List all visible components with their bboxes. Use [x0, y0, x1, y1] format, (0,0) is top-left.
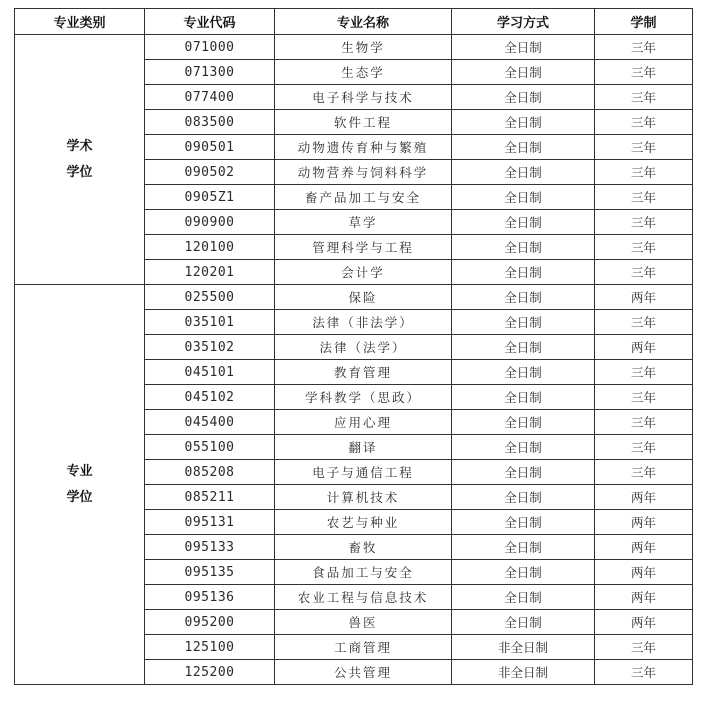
study-mode-cell-text: 全日制 [504, 240, 542, 255]
major-code-cell-text: 0905Z1 [184, 189, 235, 205]
major-name-cell-text: 会计学 [341, 265, 385, 280]
major-code-cell-text: 090501 [184, 139, 235, 155]
category-label-line2: 学位 [66, 164, 93, 180]
study-mode-cell [452, 485, 595, 510]
duration-cell [595, 585, 693, 610]
duration-cell [595, 535, 693, 560]
major-code-cell-text: 035101 [184, 314, 235, 330]
duration-cell [595, 560, 693, 585]
study-mode-cell [452, 610, 595, 635]
major-name-cell [275, 360, 452, 385]
study-mode-cell [452, 110, 595, 135]
duration-cell [595, 435, 693, 460]
major-name-cell [275, 435, 452, 460]
major-name-cell-text: 电子科学与技术 [312, 90, 414, 105]
duration-cell [595, 160, 693, 185]
study-mode-cell [452, 85, 595, 110]
major-code-cell-text: 090502 [184, 164, 235, 180]
duration-cell [595, 235, 693, 260]
major-name-cell [275, 560, 452, 585]
major-name-cell-text: 农业工程与信息技术 [297, 590, 429, 605]
major-name-cell-text: 生物学 [341, 40, 385, 55]
major-code-cell-text: 045101 [184, 364, 235, 380]
duration-cell [595, 660, 693, 685]
major-code-cell-text: 095131 [184, 514, 235, 530]
duration-cell-text: 三年 [630, 265, 656, 280]
duration-cell-text: 三年 [630, 165, 656, 180]
category-label-line2: 学位 [66, 489, 93, 505]
major-name-cell-text: 农艺与种业 [326, 515, 400, 530]
major-code-cell-text: 045400 [184, 414, 235, 430]
duration-cell [595, 185, 693, 210]
major-name-cell-text: 兽医 [348, 615, 378, 630]
duration-cell-text: 三年 [630, 315, 656, 330]
major-name-cell-text: 草学 [348, 215, 378, 230]
major-code-cell [145, 210, 275, 235]
major-name-cell-text: 法律（非法学） [312, 315, 414, 330]
study-mode-cell [452, 135, 595, 160]
study-mode-cell [452, 35, 595, 60]
duration-cell-text: 三年 [630, 65, 656, 80]
study-mode-cell-text: 全日制 [504, 465, 542, 480]
duration-cell-text: 两年 [630, 490, 656, 505]
major-code-cell [145, 410, 275, 435]
study-mode-cell-text: 全日制 [504, 390, 542, 405]
study-mode-cell [452, 635, 595, 660]
study-mode-cell-text: 全日制 [504, 365, 542, 380]
duration-cell-text: 三年 [630, 415, 656, 430]
table-row [15, 285, 693, 310]
major-code-cell [145, 510, 275, 535]
study-mode-cell-text: 全日制 [504, 515, 542, 530]
category-label-line1: 专业 [66, 463, 93, 479]
study-mode-cell [452, 310, 595, 335]
study-mode-cell [452, 410, 595, 435]
study-mode-cell-text: 全日制 [504, 265, 542, 280]
major-name-cell [275, 210, 452, 235]
duration-cell-text: 三年 [630, 215, 656, 230]
study-mode-cell [452, 435, 595, 460]
duration-cell-text: 三年 [630, 465, 656, 480]
major-name-cell [275, 135, 452, 160]
duration-cell-text: 三年 [630, 115, 656, 130]
major-name-cell [275, 60, 452, 85]
major-code-cell [145, 310, 275, 335]
major-name-cell [275, 285, 452, 310]
major-code-cell-text: 045102 [184, 389, 235, 405]
major-code-cell [145, 535, 275, 560]
major-name-cell [275, 310, 452, 335]
major-name-cell-text: 动物营养与饲料科学 [297, 165, 429, 180]
duration-cell [595, 285, 693, 310]
major-name-cell-text: 畜产品加工与安全 [304, 190, 421, 205]
study-mode-cell [452, 560, 595, 585]
study-mode-cell [452, 160, 595, 185]
category-label-line1: 学术 [66, 138, 93, 154]
major-name-cell [275, 610, 452, 635]
duration-cell-text: 三年 [630, 365, 656, 380]
major-name-cell [275, 185, 452, 210]
duration-cell-text: 两年 [630, 615, 656, 630]
study-mode-cell-text: 全日制 [504, 565, 542, 580]
major-code-cell [145, 335, 275, 360]
table-body [15, 35, 693, 685]
duration-cell-text: 三年 [630, 640, 656, 655]
major-code-cell [145, 610, 275, 635]
study-mode-cell-text: 全日制 [504, 490, 542, 505]
major-name-cell [275, 235, 452, 260]
duration-cell [595, 360, 693, 385]
major-name-cell [275, 410, 452, 435]
duration-cell-text: 三年 [630, 140, 656, 155]
header-name: 专业名称 [275, 9, 452, 35]
duration-cell [595, 135, 693, 160]
programs-table [14, 8, 693, 685]
study-mode-cell-text: 全日制 [504, 90, 542, 105]
major-name-cell [275, 160, 452, 185]
duration-cell-text: 三年 [630, 440, 656, 455]
study-mode-cell [452, 185, 595, 210]
study-mode-cell-text: 全日制 [504, 415, 542, 430]
major-code-cell-text: 095135 [184, 564, 235, 580]
duration-cell [595, 610, 693, 635]
major-code-cell-text: 071000 [184, 39, 235, 55]
header-category: 专业类别 [15, 9, 145, 35]
study-mode-cell-text: 全日制 [504, 115, 542, 130]
study-mode-cell [452, 360, 595, 385]
study-mode-cell-text: 全日制 [504, 190, 542, 205]
major-code-cell-text: 095136 [184, 589, 235, 605]
duration-cell-text: 两年 [630, 515, 656, 530]
major-code-cell [145, 485, 275, 510]
major-code-cell [145, 185, 275, 210]
major-name-cell [275, 585, 452, 610]
major-code-cell-text: 120201 [184, 264, 235, 280]
duration-cell-text: 三年 [630, 190, 656, 205]
duration-cell [595, 260, 693, 285]
study-mode-cell-text: 全日制 [504, 440, 542, 455]
duration-cell-text: 两年 [630, 290, 656, 305]
major-name-cell-text: 教育管理 [333, 365, 392, 380]
study-mode-cell-text: 全日制 [504, 215, 542, 230]
header-row [15, 9, 693, 35]
major-code-cell [145, 285, 275, 310]
major-name-cell [275, 635, 452, 660]
study-mode-cell-text: 非全日制 [497, 665, 548, 680]
study-mode-cell-text: 全日制 [504, 590, 542, 605]
major-name-cell-text: 工商管理 [333, 640, 392, 655]
study-mode-cell [452, 510, 595, 535]
major-name-cell-text: 学科教学（思政） [304, 390, 421, 405]
duration-cell [595, 410, 693, 435]
duration-cell [595, 635, 693, 660]
study-mode-cell [452, 210, 595, 235]
major-name-cell [275, 85, 452, 110]
major-code-cell [145, 260, 275, 285]
study-mode-cell [452, 260, 595, 285]
duration-cell [595, 110, 693, 135]
duration-cell-text: 两年 [630, 340, 656, 355]
major-name-cell [275, 260, 452, 285]
duration-cell [595, 385, 693, 410]
duration-cell [595, 35, 693, 60]
duration-cell [595, 210, 693, 235]
major-code-cell-text: 085208 [184, 464, 235, 480]
study-mode-cell-text: 非全日制 [497, 640, 548, 655]
duration-cell-text: 两年 [630, 540, 656, 555]
major-code-cell-text: 095133 [184, 539, 235, 555]
study-mode-cell-text: 全日制 [504, 140, 542, 155]
category-cell [15, 285, 145, 685]
duration-cell-text: 三年 [630, 665, 656, 680]
major-code-cell-text: 085211 [184, 489, 235, 505]
major-code-cell [145, 35, 275, 60]
major-name-cell [275, 110, 452, 135]
major-name-cell [275, 385, 452, 410]
study-mode-cell-text: 全日制 [504, 340, 542, 355]
major-name-cell [275, 535, 452, 560]
duration-cell [595, 510, 693, 535]
major-name-cell-text: 翻译 [348, 440, 378, 455]
major-code-cell [145, 85, 275, 110]
major-code-cell [145, 635, 275, 660]
table-row [15, 35, 693, 60]
study-mode-cell [452, 235, 595, 260]
study-mode-cell-text: 全日制 [504, 65, 542, 80]
major-code-cell-text: 090900 [184, 214, 235, 230]
major-name-cell [275, 485, 452, 510]
duration-cell [595, 85, 693, 110]
category-cell [15, 35, 145, 285]
study-mode-cell-text: 全日制 [504, 290, 542, 305]
duration-cell-text: 三年 [630, 90, 656, 105]
major-code-cell-text: 125100 [184, 639, 235, 655]
study-mode-cell-text: 全日制 [504, 165, 542, 180]
major-name-cell-text: 电子与通信工程 [312, 465, 414, 480]
duration-cell [595, 310, 693, 335]
major-name-cell-text: 畜牧 [348, 540, 378, 555]
duration-cell [595, 335, 693, 360]
study-mode-cell [452, 335, 595, 360]
major-code-cell-text: 125200 [184, 664, 235, 680]
major-name-cell-text: 软件工程 [333, 115, 392, 130]
major-name-cell-text: 公共管理 [333, 665, 392, 680]
major-code-cell [145, 110, 275, 135]
major-code-cell-text: 035102 [184, 339, 235, 355]
header-duration: 学制 [595, 9, 693, 35]
major-code-cell [145, 460, 275, 485]
study-mode-cell [452, 60, 595, 85]
study-mode-cell-text: 全日制 [504, 540, 542, 555]
major-name-cell [275, 335, 452, 360]
major-name-cell-text: 保险 [348, 290, 378, 305]
major-code-cell [145, 660, 275, 685]
major-code-cell [145, 360, 275, 385]
major-name-cell [275, 660, 452, 685]
study-mode-cell [452, 660, 595, 685]
study-mode-cell [452, 285, 595, 310]
study-mode-cell [452, 585, 595, 610]
major-code-cell [145, 435, 275, 460]
major-code-cell-text: 095200 [184, 614, 235, 630]
duration-cell-text: 两年 [630, 565, 656, 580]
study-mode-cell [452, 535, 595, 560]
duration-cell-text: 两年 [630, 590, 656, 605]
major-name-cell-text: 应用心理 [333, 415, 392, 430]
duration-cell [595, 485, 693, 510]
major-code-cell [145, 135, 275, 160]
duration-cell [595, 60, 693, 85]
major-code-cell [145, 160, 275, 185]
duration-cell-text: 三年 [630, 40, 656, 55]
duration-cell [595, 460, 693, 485]
major-name-cell-text: 动物遗传育种与繁殖 [297, 140, 429, 155]
header-code: 专业代码 [145, 9, 275, 35]
duration-cell-text: 三年 [630, 240, 656, 255]
major-name-cell-text: 计算机技术 [326, 490, 400, 505]
header-mode: 学习方式 [452, 9, 595, 35]
major-code-cell [145, 585, 275, 610]
major-code-cell-text: 083500 [184, 114, 235, 130]
study-mode-cell-text: 全日制 [504, 40, 542, 55]
major-name-cell [275, 35, 452, 60]
major-code-cell-text: 120100 [184, 239, 235, 255]
major-code-cell-text: 071300 [184, 64, 235, 80]
major-code-cell-text: 025500 [184, 289, 235, 305]
study-mode-cell [452, 385, 595, 410]
major-name-cell-text: 生态学 [341, 65, 385, 80]
major-code-cell [145, 235, 275, 260]
study-mode-cell [452, 460, 595, 485]
major-name-cell [275, 460, 452, 485]
major-code-cell [145, 60, 275, 85]
study-mode-cell-text: 全日制 [504, 315, 542, 330]
major-code-cell-text: 055100 [184, 439, 235, 455]
major-name-cell [275, 510, 452, 535]
major-code-cell [145, 385, 275, 410]
major-code-cell-text: 077400 [184, 89, 235, 105]
duration-cell-text: 三年 [630, 390, 656, 405]
major-name-cell-text: 法律（法学） [319, 340, 407, 355]
major-name-cell-text: 管理科学与工程 [312, 240, 414, 255]
study-mode-cell-text: 全日制 [504, 615, 542, 630]
major-name-cell-text: 食品加工与安全 [312, 565, 414, 580]
major-code-cell [145, 560, 275, 585]
